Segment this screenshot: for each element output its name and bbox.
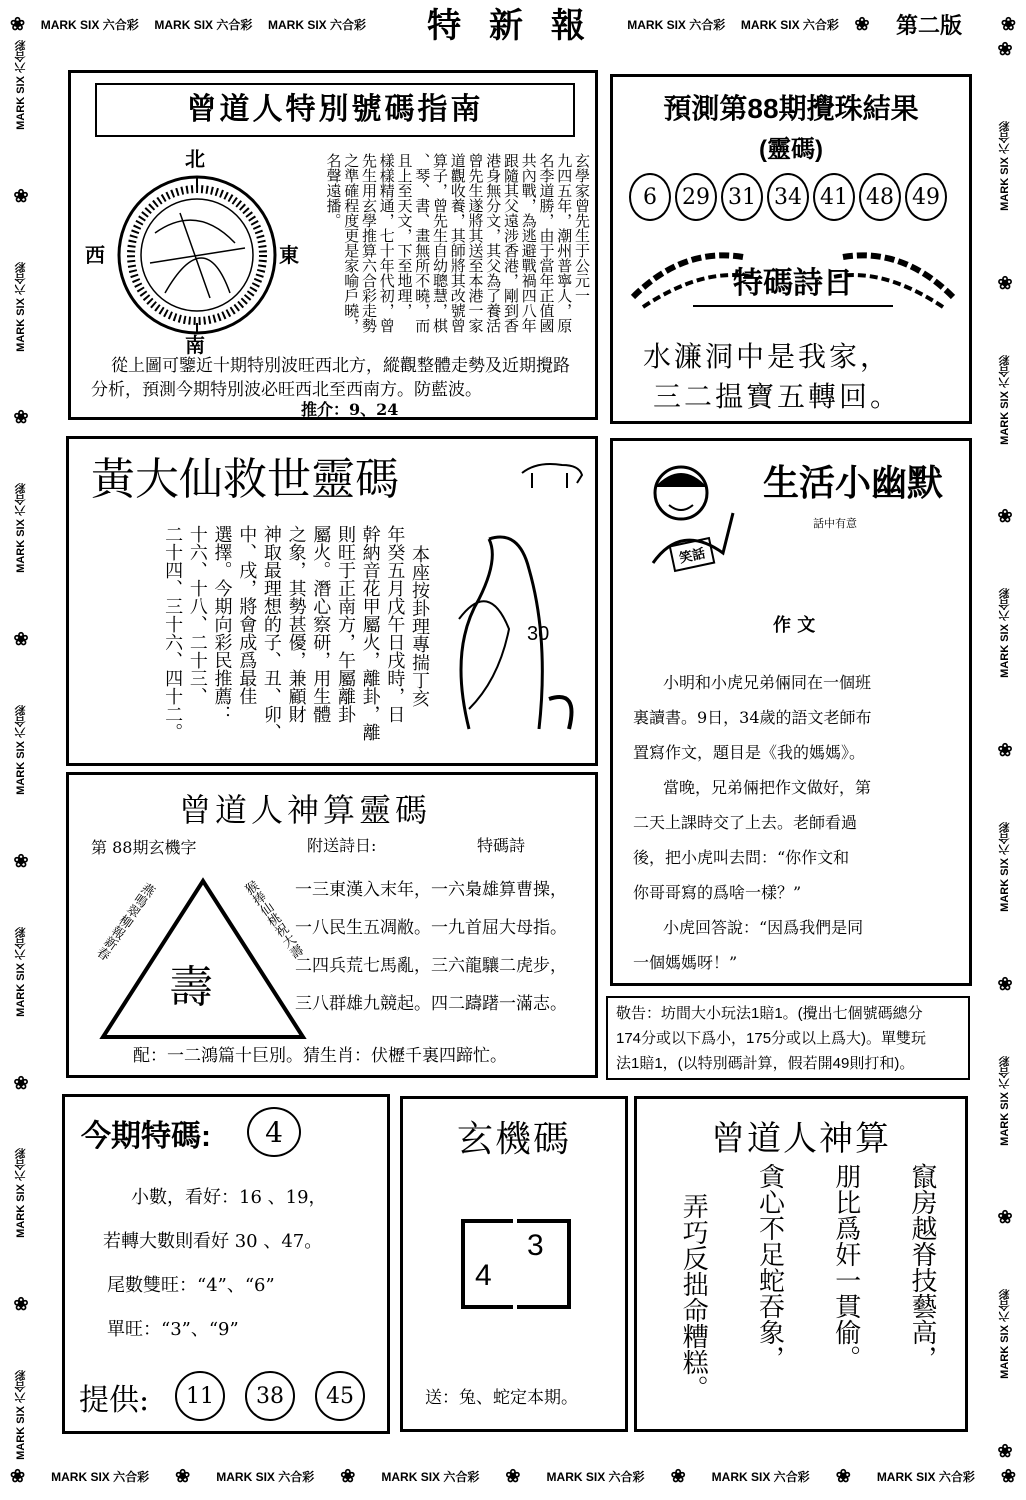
prediction-ball: 41 (813, 173, 855, 221)
xuanji-glyph-a: 4 (475, 1259, 492, 1292)
left-border (4, 40, 38, 1460)
special-line: 若轉大數則看好 30 、47。 (103, 1231, 323, 1252)
right-border (988, 40, 1022, 1460)
wong-column: 十六、十八、二十三、 (186, 525, 208, 705)
prediction-ball: 29 (675, 173, 717, 221)
shensuan-poem-line: 三八群雄九競起。四二躊躇一滿志。 (295, 994, 567, 1014)
bio-column: 樣樣精通，七十年代初，曾 (377, 153, 396, 333)
special-panel (62, 1094, 390, 1434)
wong-column: 之象，其勢甚優，兼顧財 (285, 525, 307, 723)
provide-numbers (173, 1371, 367, 1421)
xuanji-panel (400, 1096, 628, 1432)
notice-line: 174分或以下爲小，175分或以上爲大)。單雙玩 (616, 1030, 927, 1047)
compass-north: 北 (185, 147, 205, 171)
wong-column: 幹納音花甲屬火，離卦，離 (359, 525, 381, 741)
brand-tile: MARK SIX 六合彩 (216, 1469, 315, 1484)
edition-label: 第二版 (896, 12, 974, 40)
provide-ball: 38 (245, 1371, 295, 1421)
bio-column: 之準確程度更是家喻戶曉， (342, 153, 361, 333)
wong-column: 選擇。今期向彩民推薦： (211, 525, 233, 723)
brand-tile: MARK SIX 六合彩 (627, 17, 726, 32)
humor-line: 一個媽媽呀！” (633, 953, 738, 972)
provide-label: 提供: (79, 1383, 150, 1418)
humor-line: 二天上課時交了上去。老師看過 (633, 813, 858, 832)
compass-west: 西 (85, 243, 105, 267)
flower-icon: ❀ (997, 1440, 1013, 1460)
flower-icon: ❀ (13, 1294, 29, 1315)
brand-tile: MARK SIX 六合彩 (740, 17, 839, 32)
recommend-text: 推介：9、24 (301, 400, 399, 419)
bio-column: 、琴、書、畫無所不曉，而 (413, 153, 432, 333)
humor-line: 你哥哥寫的爲啥一樣？” (633, 883, 802, 902)
bio-column: 名聲遠播。 (324, 153, 343, 228)
special-line: 單旺：“3”、“9” (107, 1319, 239, 1340)
brand-tile: MARK SIX 六合彩 (51, 1469, 150, 1484)
brand-tile: MARK SIX 六合彩 (40, 17, 139, 32)
flower-icon: ❀ (997, 739, 1013, 760)
humor-title: 生活小幽默 (763, 462, 944, 503)
flower-icon: ❀ (340, 1466, 356, 1486)
shensuan-poem-line: 一三東漢入末年，一六梟雄算曹操， (295, 880, 567, 900)
brand-tile: MARK SIX 六合彩 (268, 17, 367, 32)
special-label: 特碼詩 (477, 836, 526, 855)
triangle-left: 燕鳴翠柳報新春 (92, 878, 157, 963)
flower-icon: ❀ (13, 629, 29, 650)
wong-column: 中、戌，將會成爲最佳 (236, 525, 258, 705)
brand-tile: MARK SIX 六合彩 (15, 1148, 27, 1239)
provide-ball: 45 (315, 1371, 365, 1421)
wong-column: 本座按卦理專揣丁亥 (409, 545, 430, 707)
brand-tile: MARK SIX 六合彩 (15, 483, 27, 574)
humor-line: 小虎回答說：“因爲我們是同 (663, 918, 864, 937)
xuanji-title: 玄機碼 (456, 1119, 571, 1160)
brand-tile: MARK SIX 六合彩 (15, 705, 27, 795)
flower-icon: ❀ (997, 506, 1013, 527)
page-title: 特 新 報 (415, 10, 605, 42)
shensuan-poem-line: 二四兵荒七馬亂，三六龍驤二虎步， (295, 956, 567, 976)
analysis-line: 分析，預測今期特別波必旺西北至西南方。防藍波。 (91, 380, 482, 400)
flower-icon: ❀ (997, 1207, 1013, 1228)
prediction-ball: 48 (859, 173, 901, 221)
wong-column: 神取最理想的子、丑、卯、 (260, 525, 282, 741)
provide-ball: 11 (175, 1371, 225, 1421)
guide-title: 曾道人特別號碼指南 (95, 83, 575, 137)
xuanji-footer: 送：兔、蛇定本期。 (425, 1388, 578, 1408)
humor-badge: 笑話 (669, 537, 716, 572)
bio-column: 共內戰，為逃避戰禍四八年 (519, 153, 538, 333)
bio-column: 港身無分文，其父為了養活 (484, 153, 503, 333)
shen-panel (634, 1096, 968, 1432)
flower-icon: ❀ (13, 850, 29, 871)
wong-column: 年癸五月戊午日戌時，日 (384, 525, 406, 723)
poem-line: 水濂洞中是我家， (643, 340, 892, 373)
bio-column: 九四五年，潮州普寧人，原 (555, 153, 574, 333)
compass-east: 東 (279, 243, 299, 267)
flower-icon: ❀ (13, 1072, 29, 1093)
humor-line: 當晚，兄弟倆把作文做好，第 (663, 778, 872, 797)
flower-icon: ❀ (10, 14, 26, 34)
analysis-line: 從上圖可鑒近十期特別波旺西北方，縱觀整體走勢及近期攪路 (111, 356, 570, 376)
brand-tile: MARK SIX 六合彩 (999, 1055, 1011, 1146)
poem-line: 三二揾寶五轉回。 (653, 380, 902, 413)
prediction-ball: 34 (767, 173, 809, 221)
humor-subtitle: 話中有意 (813, 517, 857, 530)
shensuan-title: 曾道人神算靈碼 (179, 791, 432, 829)
deity-number: 30 (527, 623, 550, 645)
notice-line: 敬告：坊間大小玩法1賠1。(攪出七個號碼總分 (616, 1005, 923, 1022)
humor-line: 後，把小虎叫去問：“你作文和 (633, 848, 850, 867)
prediction-ball: 49 (905, 173, 947, 221)
bio-column: 算子，曾先生自幼聰慧，棋 (431, 153, 449, 333)
prediction-numbers (627, 173, 967, 221)
flower-icon: ❀ (835, 1466, 851, 1486)
humor-panel (610, 438, 972, 986)
flower-icon: ❀ (10, 1466, 26, 1486)
flower-icon: ❀ (505, 1466, 521, 1486)
wong-column: 二十四、三十六、四十二。 (162, 525, 184, 741)
brand-tile: MARK SIX 六合彩 (999, 354, 1011, 445)
bottom-border (10, 1460, 1016, 1492)
poem-title: 特碼詩日 (693, 261, 893, 307)
prediction-ball: 6 (629, 173, 671, 221)
humor-line: 小明和小虎兄弟倆同在一個班 (663, 673, 872, 692)
brand-tile: MARK SIX 六合彩 (876, 1469, 975, 1484)
wong-text (109, 525, 429, 757)
ox-icon (517, 453, 587, 493)
brand-tile: MARK SIX 六合彩 (15, 40, 27, 130)
guide-bio (299, 153, 589, 363)
shen-poem (677, 1163, 937, 1423)
brand-tile: MARK SIX 六合彩 (15, 1370, 27, 1460)
flower-icon: ❀ (670, 1466, 686, 1486)
shen-column: 竄房越脊技藝高， (906, 1163, 937, 1371)
flower-icon: ❀ (854, 14, 870, 34)
bio-column: 道觀收養，其師將其改號曾 (448, 153, 467, 333)
compass-diagram (85, 143, 299, 357)
notice-box (606, 996, 970, 1080)
wong-column: 屬火。潛心察研，用生體 (310, 525, 332, 723)
flower-icon: ❀ (1000, 1466, 1016, 1486)
shensuan-poem-line: 一八民生五凋敝。一九首屈大母指。 (295, 918, 567, 938)
brand-tile: MARK SIX 六合彩 (154, 17, 253, 32)
prediction-subtitle: (靈碼) (759, 136, 823, 163)
flower-icon: ❀ (175, 1466, 191, 1486)
issue-label: 第 88期玄機字 (91, 838, 197, 857)
triangle-center: 壽 (169, 962, 213, 1013)
special-title: 今期特碼: (81, 1120, 211, 1153)
bio-column: 且上至天文，下至地理， (395, 153, 414, 318)
compass-icon (85, 143, 295, 353)
wong-column: 則旺于正南方，午屬離卦 (334, 525, 356, 723)
shen-column: 朋比爲奸一貫偷。 (830, 1163, 861, 1371)
xuanji-glyph-b: 3 (527, 1229, 544, 1262)
shensuan-poem (295, 871, 595, 1023)
bio-column: 先生用玄學推算六合彩走勢 (360, 153, 378, 333)
shen-column: 弄巧反拙命糟糕。 (678, 1193, 709, 1401)
compass-south: 南 (185, 333, 205, 357)
brand-tile: MARK SIX 六合彩 (999, 1289, 1011, 1380)
wong-panel (66, 436, 598, 766)
humor-body (633, 665, 963, 980)
shensuan-panel (66, 772, 598, 1078)
humor-line: 裏讀書。9日，34歲的語文老師布 (633, 708, 872, 727)
humor-heading: 作 文 (773, 615, 816, 636)
humor-line: 置寫作文，題目是《我的媽媽》。 (633, 743, 866, 762)
wong-title: 黃大仙救世靈碼 (91, 454, 399, 505)
prediction-panel (610, 74, 972, 424)
prediction-title: 預測第88期攪珠結果 (663, 93, 919, 124)
prediction-ball: 31 (721, 173, 763, 221)
brand-tile: MARK SIX 六合彩 (15, 926, 27, 1017)
brand-tile: MARK SIX 六合彩 (999, 120, 1011, 211)
shen-column: 貪心不足蛇吞象， (754, 1163, 785, 1371)
brand-tile: MARK SIX 六合彩 (999, 588, 1011, 679)
special-number: 4 (247, 1107, 301, 1157)
xuanji-glyph (461, 1219, 571, 1309)
brand-tile: MARK SIX 六合彩 (381, 1469, 480, 1484)
bio-column: 名李道勝，由于當年正值國 (537, 153, 556, 333)
brand-tile: MARK SIX 六合彩 (711, 1469, 810, 1484)
notice-line: 法1賠1，(以特別碼計算，假若開49則打和)。 (616, 1055, 915, 1072)
brand-tile: MARK SIX 六合彩 (999, 821, 1011, 912)
shensuan-footer: 配：一二鴻篇十巨別。猜生肖：伏櫪千裏四蹄忙。 (133, 1046, 507, 1066)
special-line: 尾數雙旺：“4”、“6” (107, 1275, 275, 1296)
poem-label: 附送詩日: (307, 836, 377, 855)
brand-tile: MARK SIX 六合彩 (15, 261, 27, 352)
triangle-right: 猴捧仙桃祝大壽 (240, 878, 305, 963)
bio-column: 曾先生遂將其送至本港一家 (466, 153, 485, 333)
brand-tile: MARK SIX 六合彩 (546, 1469, 645, 1484)
guide-panel (68, 70, 598, 420)
deity-illustration-icon (429, 499, 589, 749)
bio-column: 跟隨其父遠涉香港，剛到香 (502, 153, 520, 333)
flower-icon: ❀ (13, 185, 29, 206)
shen-title: 曾道人神算 (711, 1119, 891, 1159)
flower-icon: ❀ (997, 272, 1013, 293)
flower-icon: ❀ (997, 40, 1013, 59)
bio-column: 玄學家曾先生于公元一 (573, 153, 591, 303)
flower-icon: ❀ (1000, 14, 1016, 34)
flower-icon: ❀ (997, 973, 1013, 994)
flower-icon: ❀ (13, 407, 29, 428)
special-line: 小數，看好：16 、19， (131, 1187, 327, 1208)
